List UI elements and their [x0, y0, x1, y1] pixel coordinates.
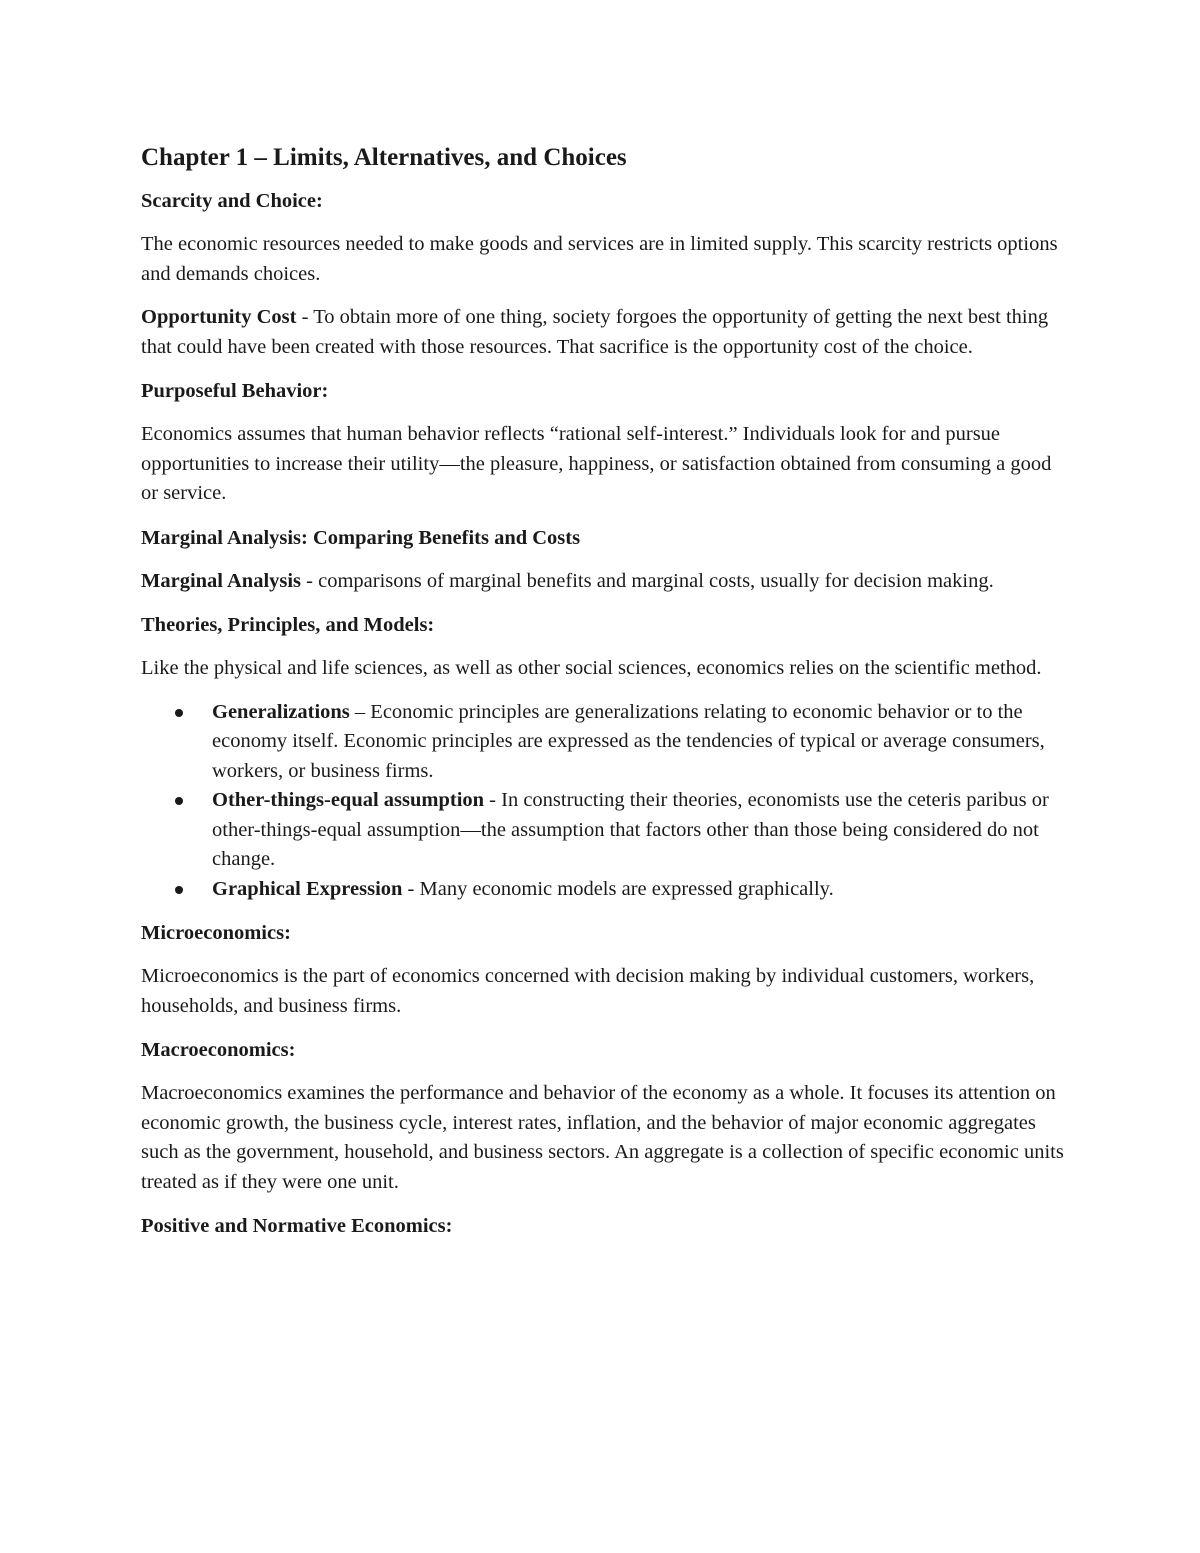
- heading-marginal-analysis: Marginal Analysis: Comparing Benefits and Costs: [141, 526, 581, 549]
- definition-opportunity-cost: - To obtain more of one thing, society forgoes the opportunity of getting the next best thing that could have been created with those resources. That sacrifice is the opportunity cost of the choice.: [141, 306, 1049, 358]
- paragraph-macroeconomics: Macroeconomics examines the performance and behavior of the economy as a whole. It focuses its attention on economic growth, the business cycle, interest rates, inflation, and the behavior of major economic aggregates such as the government, household, and business sectors. An aggregate is a collection of specific economic units treated as if they were one unit.: [141, 1082, 1064, 1193]
- definition-other-things-equal: - In constructing their theories, economists use the ceteris paribus or other-things-equal assumption—the assumption that factors other than those being considered do not change.: [212, 789, 1049, 870]
- term-graphical-expression: Graphical Expression: [212, 877, 403, 900]
- bullet-list-theories: [141, 698, 1071, 905]
- definition-generalizations: – Economic principles are generalizations relating to economic behavior or to the economy itself. Economic principles are expressed as the tendencies of typical or average consumers, workers, or business firms.: [212, 700, 1045, 782]
- heading-scarcity: Scarcity and Choice:: [141, 190, 323, 212]
- paragraph-purposeful-behavior: Economics assumes that human behavior reflects “rational self-interest.” Individuals look for and pursue opportunities to increase their utility—the pleasure, happiness, or satisfaction obtained from consuming a good or service.: [141, 423, 1052, 504]
- heading-microeconomics: Microeconomics:: [141, 922, 291, 944]
- bullet-icon: [175, 709, 183, 717]
- document-page: [141, 138, 1071, 1255]
- list-item: [141, 786, 1071, 875]
- definition-graphical-expression: - Many economic models are expressed graphically.: [402, 877, 834, 900]
- term-opportunity-cost: Opportunity Cost: [141, 306, 297, 328]
- bullet-icon: [175, 886, 183, 894]
- paragraph-scarcity: The economic resources needed to make goods and services are in limited supply. This scarcity restricts options and demands choices.: [141, 233, 1058, 285]
- list-item: [141, 875, 1071, 905]
- heading-positive-normative: Positive and Normative Economics:: [141, 1215, 453, 1237]
- definition-marginal-analysis: - comparisons of marginal benefits and marginal costs, usually for decision making.: [301, 569, 994, 592]
- list-item: [141, 698, 1071, 787]
- heading-macroeconomics: Macroeconomics:: [141, 1039, 296, 1061]
- heading-theories: Theories, Principles, and Models:: [141, 614, 435, 636]
- term-other-things-equal: Other-things-equal assumption: [212, 789, 485, 811]
- paragraph-microeconomics: Microeconomics is the part of economics concerned with decision making by individual customers, workers, households, and business firms.: [141, 965, 1035, 1017]
- chapter-title: Chapter 1 – Limits, Alternatives, and Choices: [141, 144, 627, 171]
- paragraph-marginal-analysis: [141, 567, 1071, 597]
- bullet-icon: [175, 797, 183, 805]
- paragraph-opportunity-cost: [141, 303, 1071, 362]
- heading-purposeful-behavior: Purposeful Behavior:: [141, 380, 329, 402]
- term-marginal-analysis: Marginal Analysis: [141, 569, 302, 592]
- paragraph-theories: Like the physical and life sciences, as well as other social sciences, economics relies on the scientific method.: [141, 657, 1042, 679]
- term-generalizations: Generalizations: [212, 700, 350, 723]
